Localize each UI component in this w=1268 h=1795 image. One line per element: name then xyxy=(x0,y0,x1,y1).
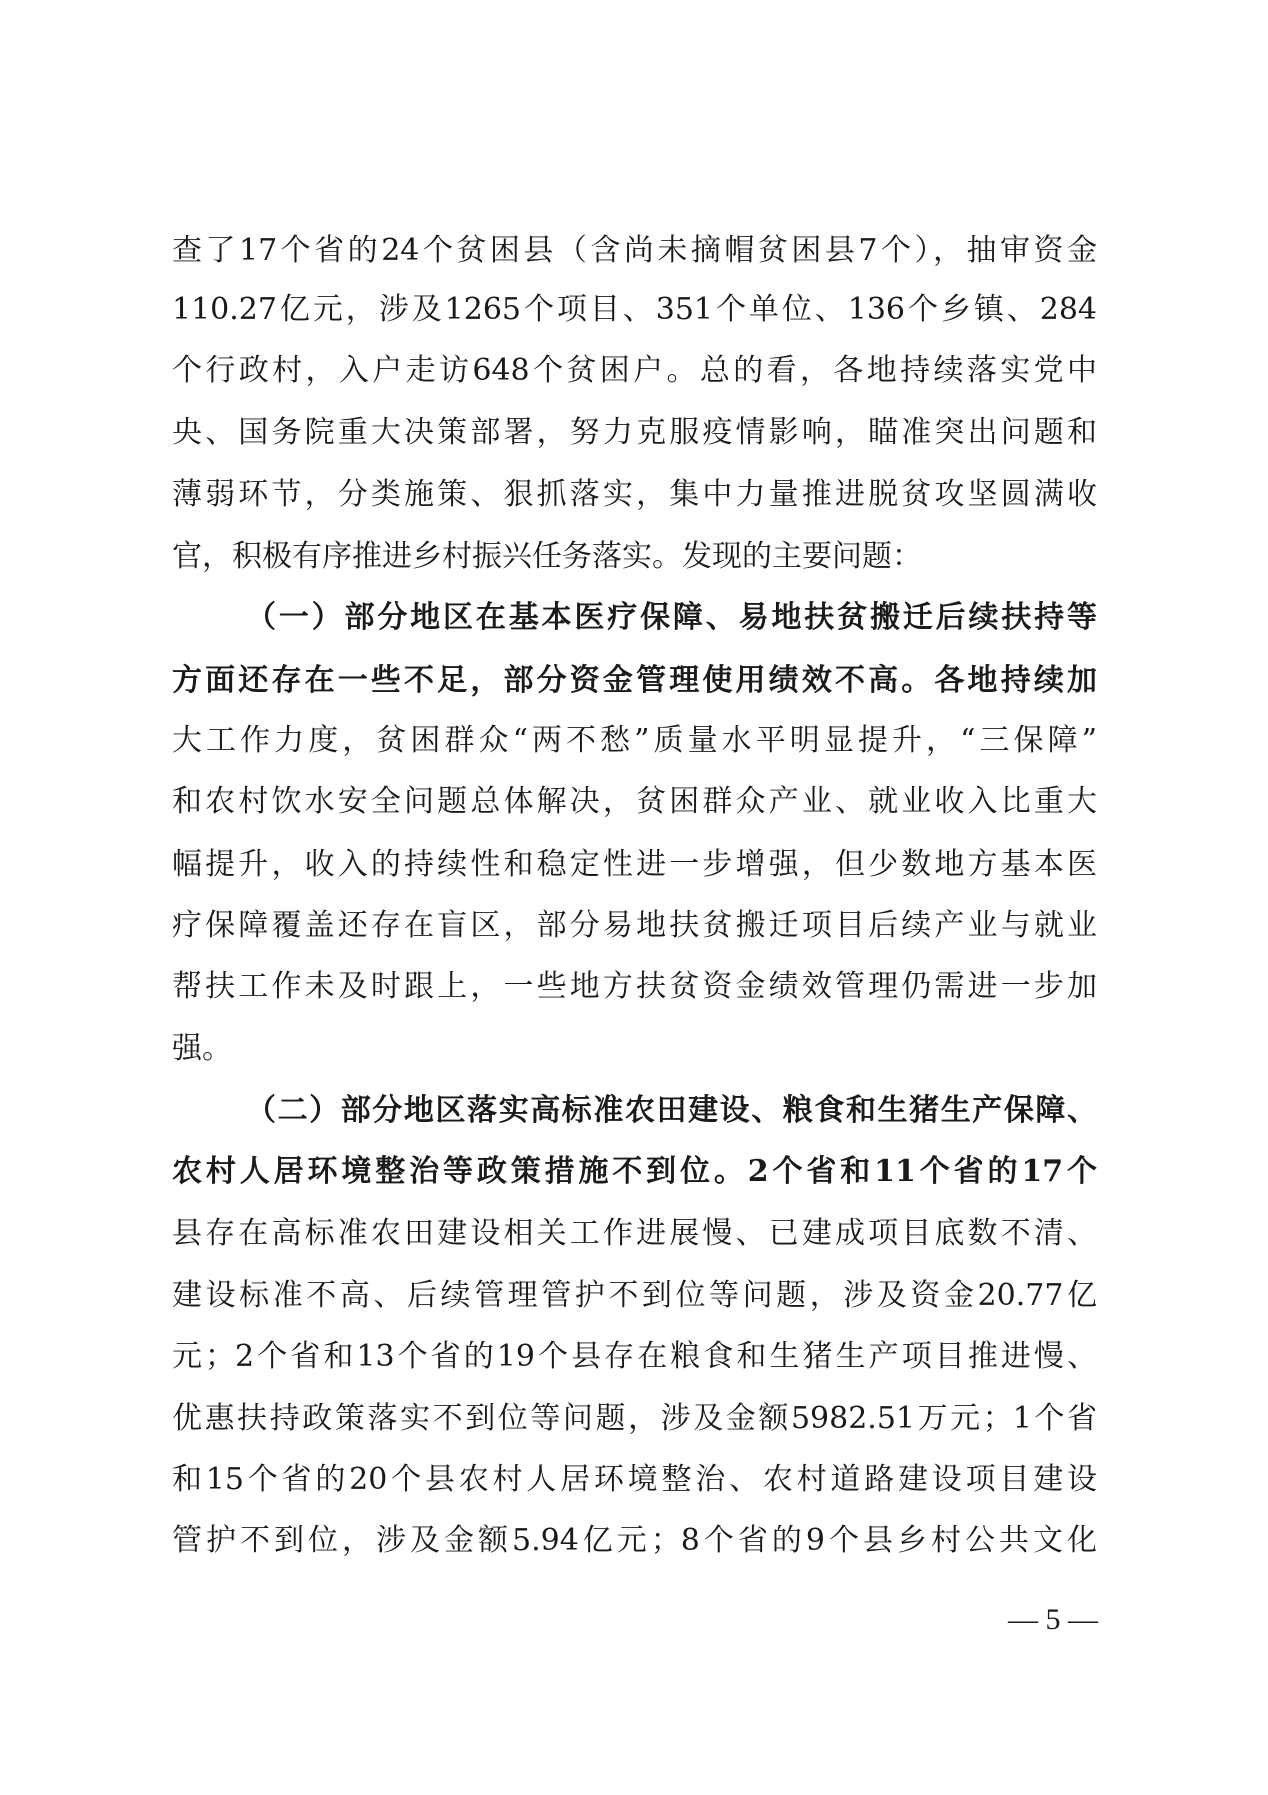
text-line: 管护不到位，涉及金额5.94亿元；8个省的9个县乡村公共文化 xyxy=(172,1523,1097,1558)
text-line: 薄弱环节，分类施策、狠抓落实，集中力量推进脱贫攻坚圆满收 xyxy=(172,477,1097,512)
text-line: 官，积极有序推进乡村振兴任务落实。发现的主要问题： xyxy=(172,539,922,574)
text-line: 和15个省的20个县农村人居环境整治、农村道路建设项目建设 xyxy=(172,1462,1097,1497)
text-line: 强。 xyxy=(172,1031,232,1066)
page-number: — 5 — xyxy=(1008,1603,1098,1636)
text-line: 大工作力度，贫困群众“两不愁”质量水平明显提升，“三保障” xyxy=(172,723,1097,758)
section-heading-2: （二）部分地区落实高标准农田建设、粮食和生猪生产保障、 xyxy=(246,1093,1097,1128)
text-line: 央、国务院重大决策部署，努力克服疫情影响，瞄准突出问题和 xyxy=(172,415,1097,450)
text-line: 个行政村，入户走访648个贫困户。总的看，各地持续落实党中 xyxy=(172,353,1097,388)
text-line: 帮扶工作未及时跟上，一些地方扶贫资金绩效管理仍需进一步加 xyxy=(172,969,1097,1004)
text-line: 建设标准不高、后续管理管护不到位等问题，涉及资金20.77亿 xyxy=(172,1278,1097,1313)
section-heading-1-cont: 方面还存在一些不足，部分资金管理使用绩效不高。各地持续加 xyxy=(172,663,1097,698)
text-line: 优惠扶持政策落实不到位等问题，涉及金额5982.51万元；1个省 xyxy=(172,1401,1097,1436)
text-line: 110.27亿元，涉及1265个项目、351个单位、136个乡镇、284 xyxy=(172,292,1097,327)
section-heading-2-cont: 农村人居环境整治等政策措施不到位。2个省和11个省的17个 xyxy=(172,1154,1097,1189)
text-line: 和农村饮水安全问题总体解决，贫困群众产业、就业收入比重大 xyxy=(172,784,1097,819)
text-line: 元；2个省和13个省的19个县存在粮食和生猪生产项目推进慢、 xyxy=(172,1339,1097,1374)
section-heading-1: （一）部分地区在基本医疗保障、易地扶贫搬迁后续扶持等 xyxy=(246,600,1097,635)
text-line: 查了17个省的24个贫困县（含尚未摘帽贫困县7个），抽审资金 xyxy=(172,233,1097,268)
text-line: 幅提升，收入的持续性和稳定性进一步增强，但少数地方基本医 xyxy=(172,847,1097,882)
text-line: 县存在高标准农田建设相关工作进展慢、已建成项目底数不清、 xyxy=(172,1216,1097,1251)
text-line: 疗保障覆盖还存在盲区，部分易地扶贫搬迁项目后续产业与就业 xyxy=(172,908,1097,943)
